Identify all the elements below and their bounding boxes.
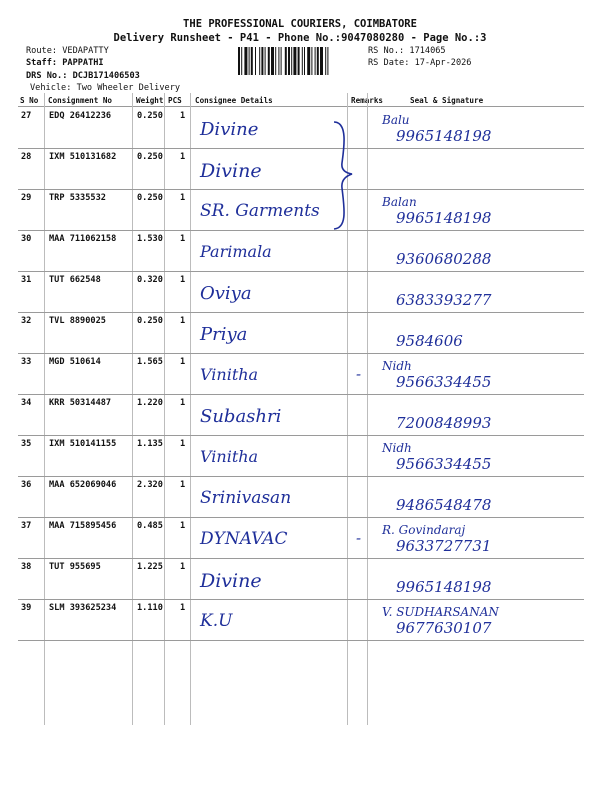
barcode-image bbox=[238, 47, 364, 75]
consignment-number: IXM 510131682 bbox=[49, 152, 117, 162]
serial-number: 28 bbox=[21, 152, 32, 162]
row-rule bbox=[18, 148, 584, 149]
rs-date: RS Date: 17-Apr-2026 bbox=[368, 58, 472, 68]
consignee-handwritten: Subashri bbox=[200, 406, 282, 427]
pieces-count: 1 bbox=[180, 562, 186, 572]
column-divider bbox=[164, 93, 165, 725]
row-rule bbox=[18, 230, 584, 231]
pieces-count: 1 bbox=[180, 398, 186, 408]
consignment-number: MAA 711062158 bbox=[49, 234, 117, 244]
consignee-handwritten: K.U bbox=[200, 611, 233, 631]
consignment-number: TRP 5335532 bbox=[49, 193, 106, 203]
consignment-number: TUT 662548 bbox=[49, 275, 101, 285]
column-divider bbox=[132, 93, 133, 725]
pieces-count: 1 bbox=[180, 275, 186, 285]
weight-value: 0.250 bbox=[137, 193, 163, 203]
company-title: THE PROFESSIONAL COURIERS, COIMBATORE bbox=[183, 18, 417, 30]
col-header-pcs: PCS bbox=[168, 96, 182, 105]
row-rule bbox=[18, 312, 584, 313]
col-header-weight: Weight bbox=[136, 96, 164, 105]
weight-value: 1.530 bbox=[137, 234, 163, 244]
consignment-number: IXM 510141155 bbox=[49, 439, 117, 449]
weight-value: 0.250 bbox=[137, 316, 163, 326]
serial-number: 27 bbox=[21, 111, 32, 121]
serial-number: 36 bbox=[21, 480, 32, 490]
consignment-number: MAA 652069046 bbox=[49, 480, 117, 490]
row-rule bbox=[18, 599, 584, 600]
weight-value: 1.225 bbox=[137, 562, 163, 572]
row-rule bbox=[18, 394, 584, 395]
phone-handwritten: 7200848993 bbox=[396, 414, 492, 432]
staff-label: Staff: PAPPATHI bbox=[26, 58, 104, 68]
consignment-number: KRR 50314487 bbox=[49, 398, 112, 408]
consignee-handwritten: Vinitha bbox=[200, 365, 259, 384]
consignee-handwritten: Srinivasan bbox=[200, 488, 292, 508]
pieces-count: 1 bbox=[180, 193, 186, 203]
vehicle-label: Vehicle: Two Wheeler Delivery bbox=[30, 83, 181, 93]
consignment-number: MAA 715895456 bbox=[49, 521, 117, 531]
weight-value: 0.320 bbox=[137, 275, 163, 285]
pieces-count: 1 bbox=[180, 357, 186, 367]
col-header-sno: S No bbox=[20, 96, 39, 105]
col-header-remarks: Remarks bbox=[351, 96, 384, 105]
serial-number: 35 bbox=[21, 439, 32, 449]
serial-number: 34 bbox=[21, 398, 32, 408]
route-label: Route: VEDAPATTY bbox=[26, 46, 109, 56]
weight-value: 0.485 bbox=[137, 521, 163, 531]
serial-number: 38 bbox=[21, 562, 32, 572]
remarks-handwritten: - bbox=[356, 365, 362, 383]
consignee-handwritten: Divine bbox=[200, 119, 259, 140]
consignee-handwritten: Priya bbox=[200, 324, 248, 345]
signature-handwritten: Nidh bbox=[382, 441, 412, 455]
col-header-consignee: Consignee Details bbox=[195, 96, 273, 105]
signature-handwritten: Balu bbox=[382, 113, 410, 127]
row-rule bbox=[18, 517, 584, 518]
drs-number: DRS No.: DCJB171406503 bbox=[26, 71, 140, 81]
weight-value: 1.110 bbox=[137, 603, 163, 613]
rs-number: RS No.: 1714065 bbox=[368, 46, 446, 56]
serial-number: 39 bbox=[21, 603, 32, 613]
phone-handwritten: 9584606 bbox=[396, 332, 463, 350]
signature-handwritten: Nidh bbox=[382, 359, 412, 373]
phone-handwritten: 9360680288 bbox=[396, 250, 492, 268]
consignee-handwritten: DYNAVAC bbox=[200, 529, 288, 549]
row-rule bbox=[18, 271, 584, 272]
consignment-number: SLM 393625234 bbox=[49, 603, 117, 613]
weight-value: 1.220 bbox=[137, 398, 163, 408]
weight-value: 1.135 bbox=[137, 439, 163, 449]
pieces-count: 1 bbox=[180, 316, 186, 326]
col-header-consignment: Consignment No bbox=[48, 96, 113, 105]
header-rule bbox=[18, 106, 584, 107]
pieces-count: 1 bbox=[180, 111, 186, 121]
consignee-handwritten: Divine bbox=[200, 160, 262, 182]
consignment-number: EDQ 26412236 bbox=[49, 111, 112, 121]
serial-number: 37 bbox=[21, 521, 32, 531]
row-rule bbox=[18, 640, 584, 641]
weight-value: 0.250 bbox=[137, 152, 163, 162]
phone-handwritten: 9566334455 bbox=[396, 455, 492, 473]
runsheet-subtitle: Delivery Runsheet - P41 - Phone No.:9047080280 - Page No.:3 bbox=[113, 32, 487, 44]
pieces-count: 1 bbox=[180, 603, 186, 613]
phone-handwritten: 9677630107 bbox=[396, 619, 492, 637]
phone-handwritten: 9965148198 bbox=[396, 127, 492, 145]
row-rule bbox=[18, 435, 584, 436]
serial-number: 29 bbox=[21, 193, 32, 203]
row-rule bbox=[18, 476, 584, 477]
phone-handwritten: 9633727731 bbox=[396, 537, 492, 555]
consignee-handwritten: Vinitha bbox=[200, 447, 259, 466]
signature-handwritten: Balan bbox=[382, 195, 417, 209]
phone-handwritten: 6383393277 bbox=[396, 291, 492, 309]
serial-number: 31 bbox=[21, 275, 32, 285]
consignment-number: MGD 510614 bbox=[49, 357, 101, 367]
serial-number: 32 bbox=[21, 316, 32, 326]
column-divider bbox=[44, 93, 45, 725]
phone-handwritten: 9965148198 bbox=[396, 209, 492, 227]
pieces-count: 1 bbox=[180, 152, 186, 162]
pieces-count: 1 bbox=[180, 480, 186, 490]
row-rule bbox=[18, 189, 584, 190]
phone-handwritten: 9965148198 bbox=[396, 578, 492, 596]
consignee-handwritten: SR. Garments bbox=[200, 201, 320, 221]
pieces-count: 1 bbox=[180, 521, 186, 531]
pieces-count: 1 bbox=[180, 234, 186, 244]
signature-handwritten: V. SUDHARSANAN bbox=[382, 605, 499, 619]
consignment-number: TVL 8890025 bbox=[49, 316, 106, 326]
phone-handwritten: 9486548478 bbox=[396, 496, 492, 514]
serial-number: 30 bbox=[21, 234, 32, 244]
col-header-seal: Seal & Signature bbox=[410, 96, 484, 105]
consignment-number: TUT 955695 bbox=[49, 562, 101, 572]
weight-value: 0.250 bbox=[137, 111, 163, 121]
serial-number: 33 bbox=[21, 357, 32, 367]
remarks-handwritten: - bbox=[356, 529, 362, 547]
consignee-handwritten: Divine bbox=[200, 570, 262, 592]
column-divider bbox=[367, 93, 368, 725]
pieces-count: 1 bbox=[180, 439, 186, 449]
weight-value: 2.320 bbox=[137, 480, 163, 490]
column-divider bbox=[190, 93, 191, 725]
signature-handwritten: R. Govindaraj bbox=[382, 523, 466, 537]
consignee-handwritten: Parimala bbox=[200, 242, 272, 261]
consignee-handwritten: Oviya bbox=[200, 283, 252, 304]
weight-value: 1.565 bbox=[137, 357, 163, 367]
phone-handwritten: 9566334455 bbox=[396, 373, 492, 391]
row-rule bbox=[18, 353, 584, 354]
row-rule bbox=[18, 558, 584, 559]
handwritten-bracket bbox=[330, 118, 360, 233]
